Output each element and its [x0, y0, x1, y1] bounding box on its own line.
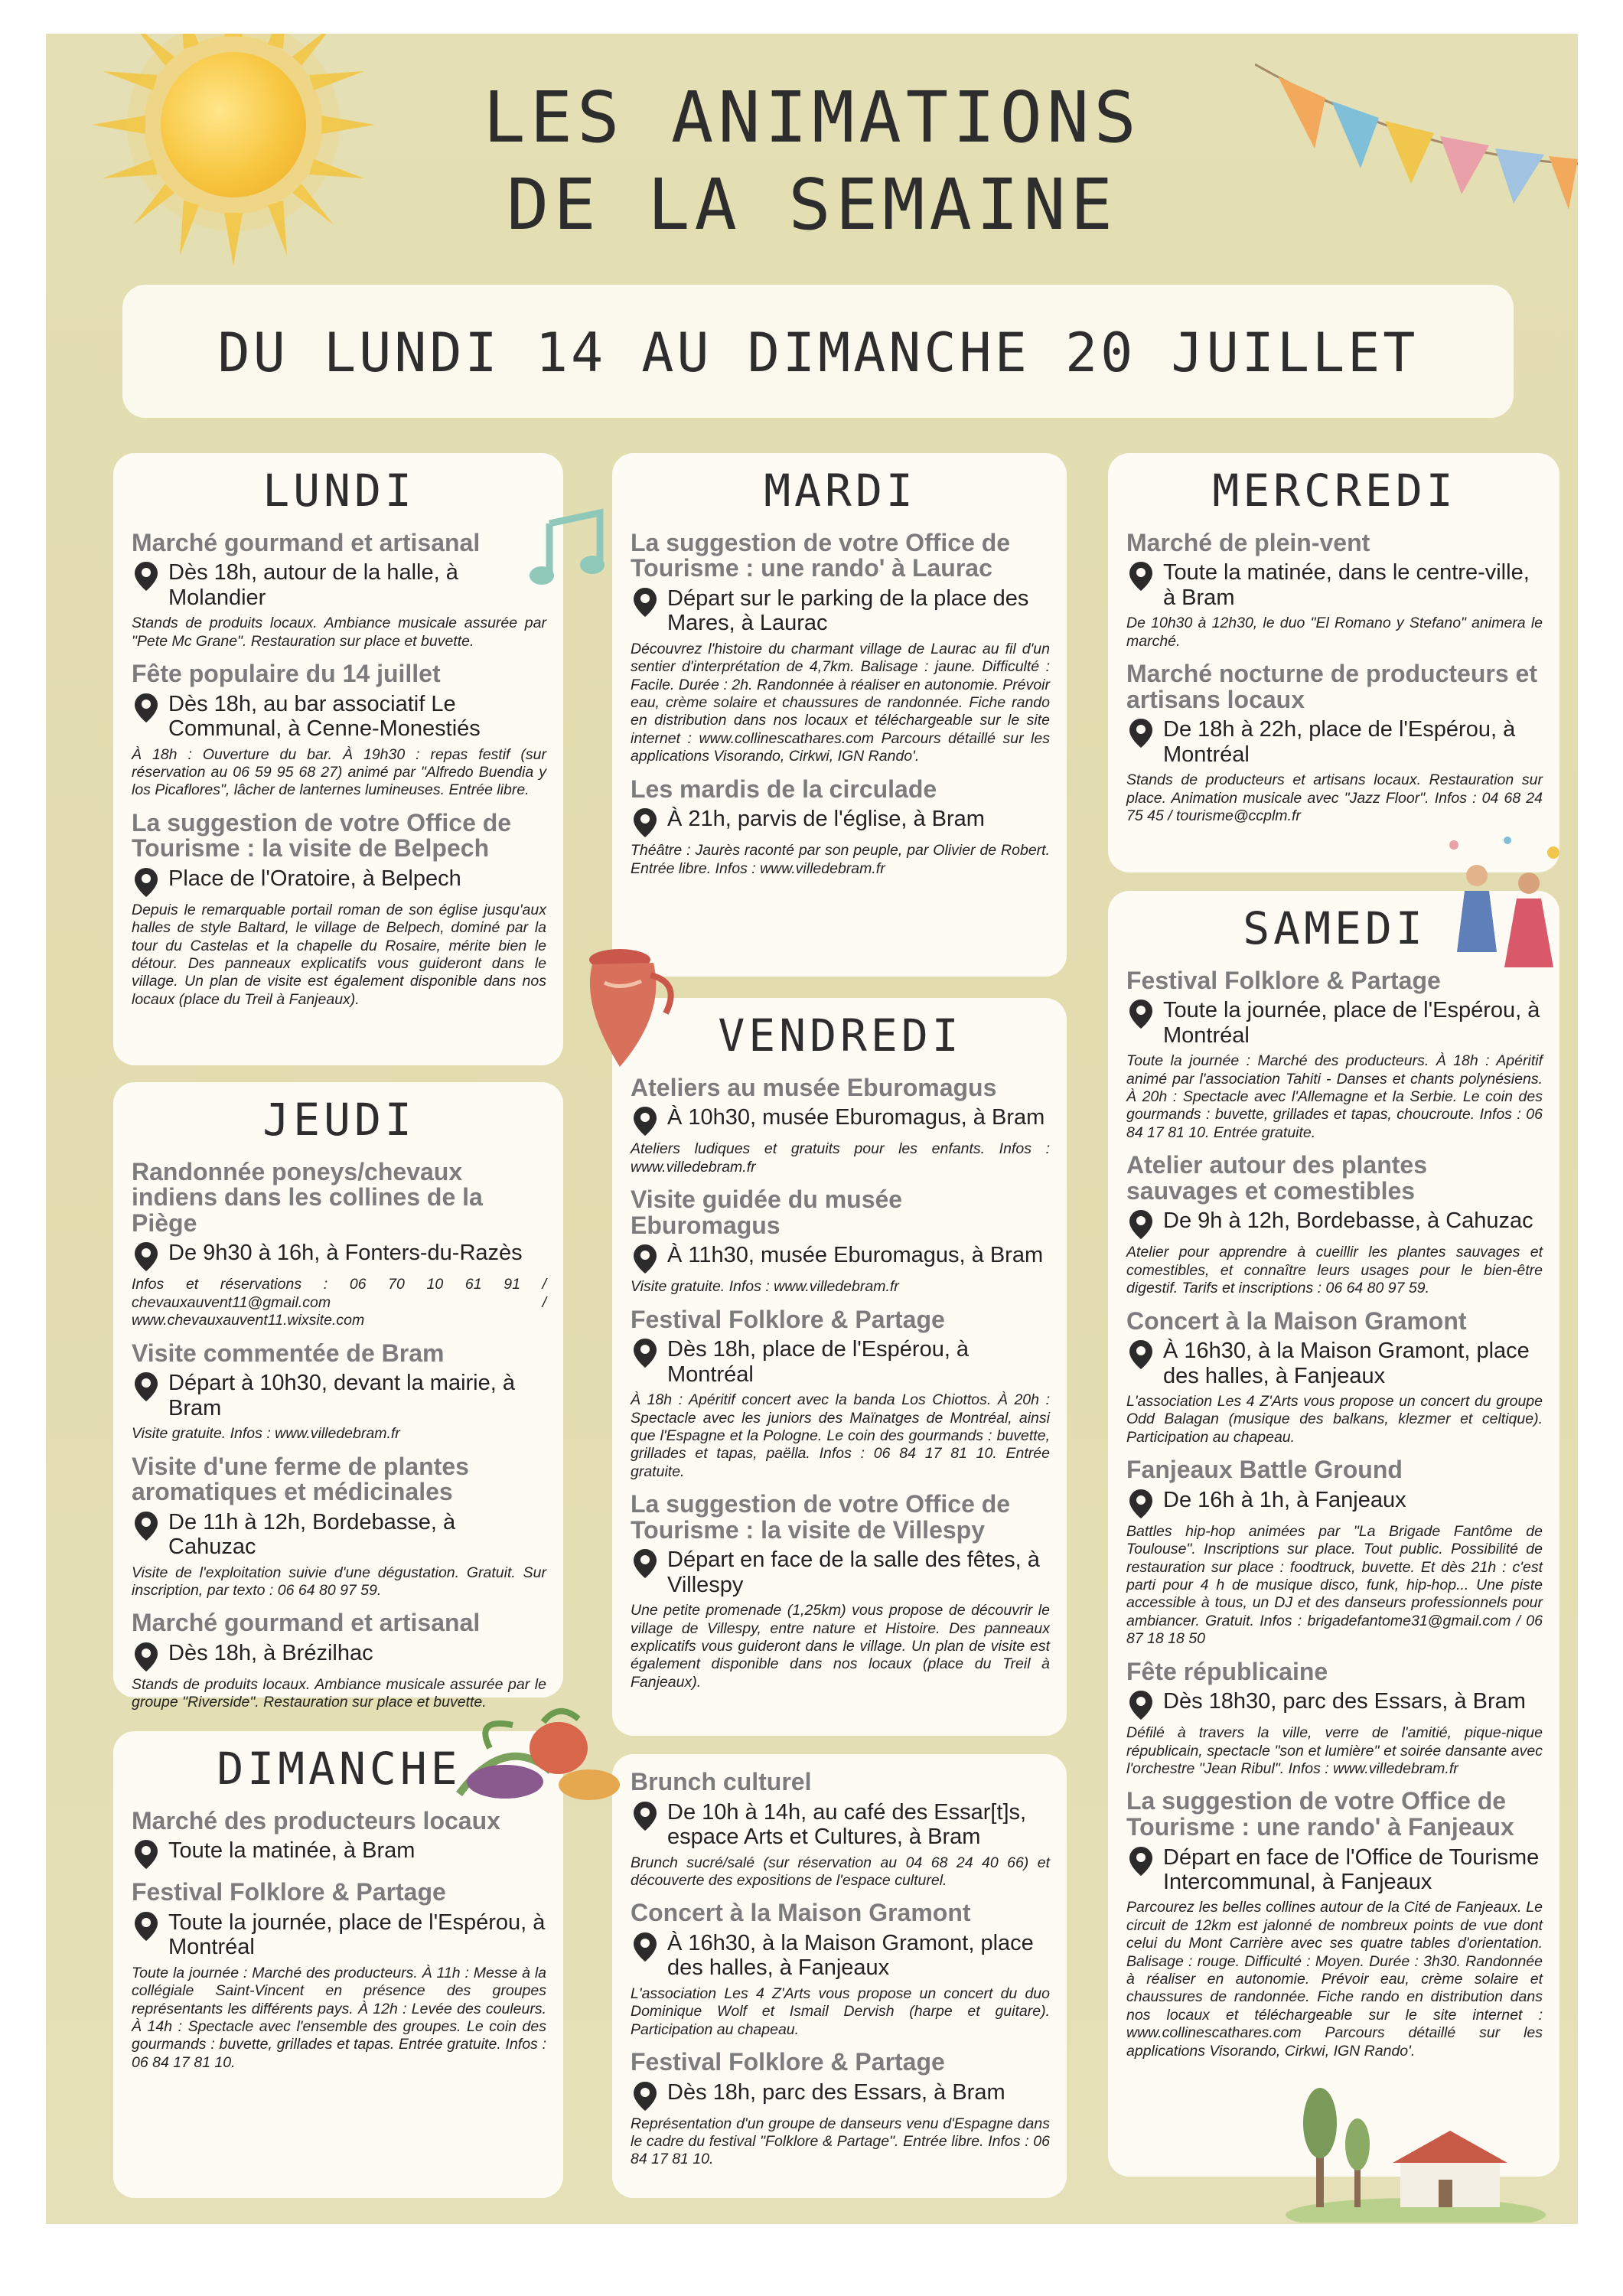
- map-pin-icon: [135, 1242, 158, 1271]
- event-description: Visite gratuite. Infos : www.villedebram.fr: [132, 1425, 400, 1443]
- event-location: [1126, 1339, 1543, 1388]
- event-description: Parcourez les belles collines autour de la Cité de Fanjeaux. Le circuit de 12km est jalonné de nombreux points de vue dont celui du Mont Carrière avec ses quatre tables d'orientation. Balisage : rouge. Difficulté : Moyen. Durée : 3h30. Randonnée à réaliser en autonomie. Prévoir eau, crème solaire et chaussures de randonnée. Fiche rando en distribution dans nos locaux et téléchargeable sur le site internet : www.collinescathares.com Parcours détaillé sur les applications Visorando, Cirkwi, IGN Rando'.: [1126, 1899, 1543, 2060]
- event-list: [631, 530, 1050, 878]
- event-item: [631, 530, 1050, 766]
- event-item: [631, 1187, 1050, 1296]
- event-description: L'association Les 4 Z'Arts vous propose un concert du duo Dominique Wolf et Ismail Dervish (harpe et guitare). Participation au chapeau.: [631, 1985, 1050, 2038]
- date-banner: [122, 285, 1514, 418]
- event-description: De 10h30 à 12h30, le duo "El Romano y Stefano" animera le marché.: [1126, 615, 1543, 650]
- map-pin-icon: [1129, 719, 1152, 748]
- event-description: Depuis le remarquable portail roman de son église jusqu'aux halles de style Baltard, le village de Belpech, dominé par la tour du Castelas et la chapelle du Rosaire, mérite bien le détour. Des panneaux explicatifs vous guideront dans le village. Un plan de visite est également disponible dans nos locaux (place du Treil à Fanjeaux).: [132, 901, 546, 1008]
- event-description: Représentation d'un groupe de danseurs venu d'Espagne dans le cadre du festival "Folklore & Partage". Entrée libre. Infos : 06 84 17 81 10.: [631, 2115, 1050, 2168]
- map-pin-icon: [634, 588, 657, 617]
- event-description: Théâtre : Jaurès raconté par son peuple, par Olivier de Robert. Entrée libre. Infos : www.villedebram.fr: [631, 842, 1050, 877]
- map-pin-icon: [135, 868, 158, 897]
- event-description: À 18h : Ouverture du bar. À 19h30 : repas festif (sur réservation au 06 59 95 68 27) animé par "Alfredo Buendia y los Picaflores", lâcher de lanternes lumineuses. Entrée libre.: [132, 745, 546, 799]
- event-title: Ateliers au musée Eburomagus: [631, 1073, 997, 1101]
- event-location-text: À 16h30, à la Maison Gramont, place des halles, à Fanjeaux: [1163, 1339, 1530, 1388]
- event-location: [1126, 1208, 1543, 1239]
- event-title: Festival Folklore & Partage: [1126, 966, 1441, 994]
- event-item: [132, 1880, 546, 2072]
- event-location-text: Départ en face de la salle des fêtes, à Villespy: [667, 1548, 1040, 1597]
- event-location-text: Départ sur le parking de la place des Mares, à Laurac: [667, 585, 1029, 636]
- event-location-text: De 11h à 12h, Bordebasse, à Cahuzac: [168, 1509, 456, 1560]
- pottery-icon: [574, 944, 689, 1075]
- map-pin-icon: [135, 693, 158, 722]
- event-description: Toute la journée : Marché des producteurs. À 11h : Messe à la collégiale Saint-Vincent en présence des groupes représentants les différents pays. À 12h : Levée des couleurs. À 14h : Spectacle avec l'ensemble des groupes. Le coin des gourmands : buvette, grillades et tapas. Entrée gratuite. Infos : 06 84 17 81 10.: [132, 1964, 546, 2071]
- event-location: [631, 1931, 1050, 1981]
- event-title: Marché gourmand et artisanal: [132, 528, 481, 556]
- map-pin-icon: [135, 1642, 158, 1671]
- day-title: JEUDI: [262, 1094, 416, 1146]
- map-pin-icon: [634, 1244, 657, 1274]
- event-location: [631, 1105, 1050, 1136]
- map-pin-icon: [634, 1107, 657, 1136]
- event-title: Fête populaire du 14 juillet: [132, 660, 441, 687]
- map-pin-icon: [634, 1802, 657, 1831]
- event-title: La suggestion de votre Office de Tourisme : une rando' à Fanjeaux: [1126, 1787, 1514, 1841]
- day-title: MERCREDI: [1212, 465, 1457, 517]
- event-title: La suggestion de votre Office de Tourisme : la visite de Belpech: [132, 808, 512, 863]
- event-description: Brunch sucré/salé (sur réservation au 04 68 24 40 66) et découverte des expositions de l'espace culturel.: [631, 1854, 1050, 1889]
- event-location: [132, 1241, 546, 1271]
- map-pin-icon: [634, 1339, 657, 1368]
- event-item: [631, 777, 1050, 878]
- event-location: [132, 1371, 546, 1420]
- music-note-icon: [526, 508, 611, 592]
- event-location-text: Départ à 10h30, devant la mairie, à Bram: [168, 1371, 515, 1420]
- panel-jeudi: [113, 1082, 563, 1711]
- poster: [46, 34, 1578, 2224]
- event-item: [132, 1159, 546, 1330]
- event-item: [1126, 1659, 1543, 1779]
- vegetables-icon: [444, 1702, 627, 1817]
- event-title: Marché des producteurs locaux: [132, 1806, 500, 1835]
- countryside-house-icon: [1286, 2085, 1546, 2223]
- event-location: [631, 586, 1050, 636]
- event-list: [132, 1159, 546, 1712]
- event-location: [132, 1510, 546, 1560]
- event-location: [132, 866, 546, 897]
- event-description: Découvrez l'histoire du charmant village de Laurac au fil d'un sentier d'interprétation de 4,7km. Balisage : jaune. Difficulté : Facile. Durée : 2h. Randonnée à réaliser en autonomie. Prévoir eau, crème solaire et chaussures de randonnée. Fiche rando en distribution dans nos locaux et téléchargeable sur le site internet : www.collinescathares.com Parcours détaillé sur les applications Visorando, Cirkwi, IGN Rando'.: [631, 640, 1050, 765]
- event-location-text: Dès 18h, parc des Essars, à Bram: [667, 2079, 1005, 2105]
- event-title: Atelier autour des plantes sauvages et comestibles: [1126, 1151, 1427, 1205]
- event-item: [631, 1075, 1050, 1176]
- event-location-text: Départ en face de l'Office de Tourisme Intercommunal, à Fanjeaux: [1163, 1844, 1540, 1894]
- event-item: [132, 810, 546, 1009]
- event-location: [631, 1337, 1050, 1387]
- dancers-icon: [1439, 830, 1576, 1013]
- event-list: [1126, 530, 1543, 826]
- event-title: Visite d'une ferme de plantes aromatiques et médicinales: [132, 1452, 469, 1506]
- event-item: [631, 1900, 1050, 2039]
- main-title-line2: DE LA SEMAINE: [506, 164, 1118, 246]
- event-location-text: Dès 18h, autour de la halle, à Molandier: [168, 560, 458, 610]
- event-item: [132, 661, 546, 800]
- event-description: Une petite promenade (1,25km) vous propose de découvrir le village de Villespy, entre nature et Histoire. Des panneaux explicatifs vous guideront dans le village. Un plan de visite est également disponible dans nos locaux (place du Treil à Fanjeaux).: [631, 1602, 1050, 1691]
- event-description: Stands de produits locaux. Ambiance musicale assurée par le groupe "Riverside". Restauration sur place et buvette.: [132, 1676, 546, 1711]
- map-pin-icon: [634, 808, 657, 837]
- main-title-line1: LES ANIMATIONS: [483, 77, 1141, 158]
- day-title: LUNDI: [262, 465, 416, 517]
- map-pin-icon: [1129, 1340, 1152, 1369]
- event-item: [1126, 1153, 1543, 1297]
- event-location-text: Toute la matinée, à Bram: [168, 1838, 416, 1864]
- event-item: [1126, 1306, 1543, 1447]
- map-pin-icon: [135, 1912, 158, 1941]
- event-location: [631, 1548, 1050, 1597]
- map-pin-icon: [634, 1549, 657, 1578]
- event-item: [631, 2050, 1050, 2169]
- event-location-text: À 10h30, musée Eburomagus, à Bram: [667, 1105, 1045, 1130]
- event-description: Défilé à travers la ville, verre de l'amitié, pique-nique républicain, spectacle "son et lumière" et soirée dansante avec l'orchestre "Jean Ribul". Infos : www.villedebram.fr: [1126, 1724, 1543, 1777]
- event-description: Stands de produits locaux. Ambiance musicale assurée par "Pete Mc Grane". Restauration sur place et buvette.: [132, 615, 546, 650]
- event-title: Concert à la Maison Gramont: [631, 1899, 971, 1927]
- event-location-text: De 16h à 1h, à Fanjeaux: [1163, 1487, 1406, 1512]
- event-location-text: Toute la journée, place de l'Espérou, à Montréal: [1163, 998, 1540, 1048]
- map-pin-icon: [135, 1512, 158, 1541]
- map-pin-icon: [1129, 1210, 1152, 1239]
- event-location-text: De 18h à 22h, place de l'Espérou, à Montréal: [1163, 717, 1516, 767]
- event-description: Battles hip-hop animées par "La Brigade Fantôme de Toulouse". Inscriptions sur place. Tout public. Possibilité de restauration sur place : foodtruck, buvette. Et dès 21h : c'est parti pour 4 h de musique disco, funk, hip-hop... Une piste accessible à tous, un DJ et des danseurs professionnels pour ambiancer. Gratuit. Infos : brigadefantome31@gmail.com / 06 87 18 18 50: [1126, 1522, 1543, 1648]
- event-title: Concert à la Maison Gramont: [1126, 1306, 1467, 1335]
- map-pin-icon: [634, 2082, 657, 2111]
- event-location: [1126, 1845, 1543, 1895]
- event-location-text: Toute la matinée, dans le centre-ville, à Bram: [1163, 560, 1530, 610]
- event-location-text: Dès 18h, place de l'Espérou, à Montréal: [667, 1337, 970, 1387]
- panel-vendredi: [612, 998, 1067, 1736]
- event-title: Visite commentée de Bram: [132, 1339, 445, 1367]
- event-location-text: De 10h à 14h, au café des Essar[t]s, espace Arts et Cultures, à Bram: [667, 1799, 1027, 1850]
- panel-mercredi: [1108, 453, 1559, 872]
- event-title: Les mardis de la circulade: [631, 775, 937, 803]
- event-item: [1126, 1457, 1543, 1648]
- map-pin-icon: [1129, 562, 1152, 591]
- map-pin-icon: [634, 1932, 657, 1962]
- event-title: Marché de plein-vent: [1126, 528, 1370, 556]
- map-pin-icon: [1129, 1847, 1152, 1876]
- event-location: [132, 1641, 546, 1671]
- event-location: [631, 807, 1050, 837]
- event-description: À 18h : Apéritif concert avec la banda Los Chiottos. À 20h : Spectacle avec les juniors des Maïnatges de Montréal, ainsi que l'Espagne et la Pologne. Le coin des gourmands : buvette, grillades et tapas, paëlla. Infos : 06 84 17 81 10. Entrée gratuite.: [631, 1391, 1050, 1480]
- event-item: [132, 530, 546, 651]
- event-location: [1126, 1689, 1543, 1720]
- event-item: [631, 1492, 1050, 1691]
- map-pin-icon: [1129, 1691, 1152, 1720]
- event-title: Festival Folklore & Partage: [631, 1305, 945, 1333]
- event-location-text: Toute la journée, place de l'Espérou, à Montréal: [168, 1910, 546, 1960]
- event-title: Randonnée poneys/chevaux indiens dans les collines de la Piège: [132, 1157, 483, 1237]
- event-item: [132, 1454, 546, 1600]
- event-title: Marché nocturne de producteurs et artisans locaux: [1126, 660, 1537, 713]
- event-location-text: Dès 18h30, parc des Essars, à Bram: [1163, 1689, 1526, 1714]
- map-pin-icon: [135, 1372, 158, 1401]
- event-item: [1126, 661, 1543, 825]
- event-description: L'association Les 4 Z'Arts vous propose un concert du groupe Odd Balagan (musique des balkans, klezmer et celtique). Participation au chapeau.: [1126, 1393, 1543, 1446]
- map-pin-icon: [1129, 1489, 1152, 1518]
- event-description: Visite gratuite. Infos : www.villedebram.fr: [631, 1278, 899, 1296]
- event-location-text: À 16h30, à la Maison Gramont, place des halles, à Fanjeaux: [667, 1930, 1034, 1981]
- event-list: [631, 1075, 1050, 1692]
- event-item: [631, 1769, 1050, 1890]
- event-description: Stands de producteurs et artisans locaux. Restauration sur place. Animation musicale avec "Jazz Floor". Infos : 04 68 24 75 45 / tourisme@ccplm.fr: [1126, 771, 1543, 824]
- event-item: [1126, 530, 1543, 651]
- event-location: [1126, 560, 1543, 610]
- day-title: VENDREDI: [718, 1009, 963, 1062]
- event-description: Visite de l'exploitation suivie d'une dégustation. Gratuit. Sur inscription, par texto : 06 64 80 97 59.: [132, 1564, 546, 1600]
- event-title: La suggestion de votre Office de Tourisme : une rando' à Laurac: [631, 528, 1011, 582]
- event-location-text: Dès 18h, à Brézilhac: [168, 1641, 373, 1666]
- event-title: Festival Folklore & Partage: [631, 2048, 945, 2076]
- event-location-text: À 21h, parvis de l'église, à Bram: [667, 807, 985, 832]
- event-location-text: Place de l'Oratoire, à Belpech: [168, 866, 461, 891]
- event-description: Infos et réservations : 06 70 10 61 91 / chevauxauvent11@gmail.com / www.chevauxauvent11.wixsite.com: [132, 1276, 546, 1329]
- date-range: DU LUNDI 14 AU DIMANCHE 20 JUILLET: [217, 321, 1419, 384]
- event-location: [631, 2080, 1050, 2111]
- day-title: MARDI: [764, 465, 917, 517]
- event-description: Atelier pour apprendre à cueillir les plantes sauvages et comestibles, et connaître leurs usages pour le bien-être digestif. Tarifs et inscriptions : 06 64 80 97 59.: [1126, 1244, 1543, 1297]
- event-title: Fête républicaine: [1126, 1657, 1328, 1685]
- event-item: [132, 1808, 546, 1870]
- event-location-text: De 9h30 à 16h, à Fonters-du-Razès: [168, 1241, 523, 1266]
- day-title: SAMEDI: [1243, 902, 1426, 954]
- event-title: Marché gourmand et artisanal: [132, 1609, 481, 1637]
- event-item: [631, 1307, 1050, 1481]
- event-location: [132, 1838, 546, 1869]
- day-title: DIMANCHE: [217, 1743, 461, 1795]
- event-item: [132, 1341, 546, 1443]
- event-item: [132, 1610, 546, 1711]
- event-list: [132, 530, 546, 1009]
- panel-samedi: [1108, 891, 1559, 2177]
- event-title: Fanjeaux Battle Ground: [1126, 1456, 1403, 1484]
- event-location: [132, 560, 546, 610]
- event-list: [1126, 968, 1543, 2060]
- event-location-text: À 11h30, musée Eburomagus, à Bram: [667, 1243, 1044, 1268]
- event-location-text: De 9h à 12h, Bordebasse, à Cahuzac: [1163, 1208, 1533, 1234]
- panel-dimanche-continued: [612, 1754, 1067, 2198]
- map-pin-icon: [1129, 1000, 1152, 1029]
- event-list: [132, 1808, 546, 2072]
- event-location: [1126, 717, 1543, 767]
- event-item: [1126, 1789, 1543, 2060]
- event-location: [132, 692, 546, 742]
- event-location: [1126, 1488, 1543, 1518]
- event-list: [631, 1769, 1050, 2169]
- event-location-text: Dès 18h, au bar associatif Le Communal, à Cenne-Monestiés: [168, 691, 481, 742]
- event-title: La suggestion de votre Office de Tourisme : la visite de Villespy: [631, 1490, 1011, 1544]
- event-description: Toute la journée : Marché des producteurs. À 18h : Apéritif animé par l'association Tahiti - Danses et chants polynésiens. À 20h : Spectacle avec l'Allemagne et la Serbie. Le coin des gourmands : buvette, grillades et tapas, choucroute. Infos : 06 84 17 81 10. Entrée gratuite.: [1126, 1052, 1543, 1141]
- event-title: Visite guidée du musée Eburomagus: [631, 1186, 903, 1239]
- event-title: Brunch culturel: [631, 1768, 812, 1795]
- panel-mardi: [612, 453, 1067, 977]
- event-title: Festival Folklore & Partage: [132, 1878, 446, 1906]
- event-location: [631, 1800, 1050, 1850]
- event-location: [631, 1243, 1050, 1274]
- panel-lundi: [113, 453, 563, 1065]
- map-pin-icon: [135, 562, 158, 591]
- event-location: [132, 1910, 546, 1960]
- event-description: Ateliers ludiques et gratuits pour les enfants. Infos : www.villedebram.fr: [631, 1140, 1050, 1176]
- map-pin-icon: [135, 1840, 158, 1869]
